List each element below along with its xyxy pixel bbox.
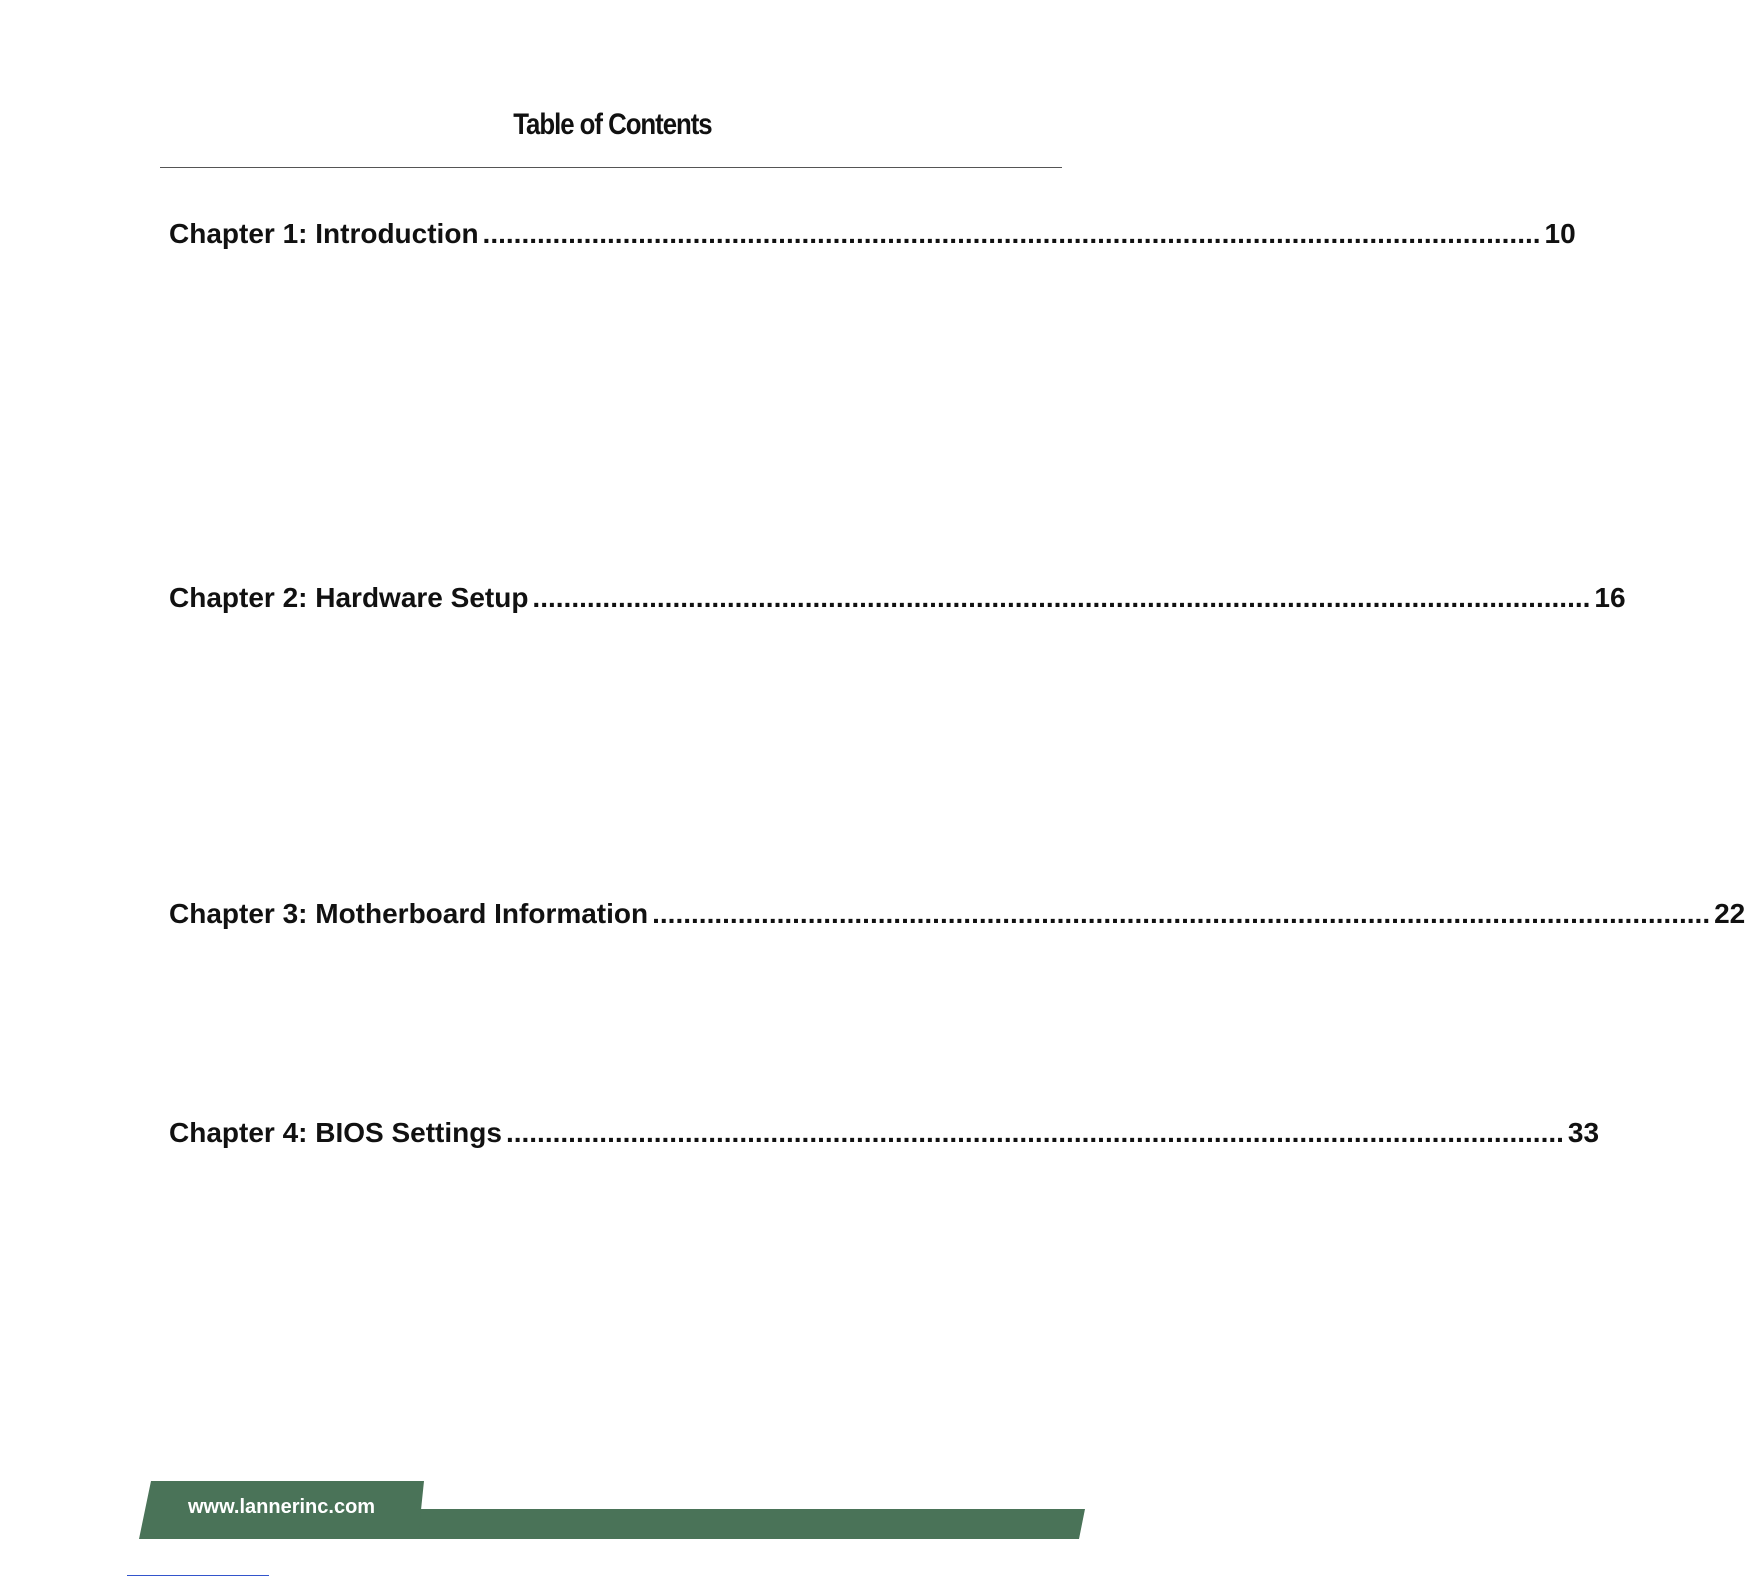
- toc-entry-chapter-1[interactable]: [169, 218, 1576, 250]
- toc-entry-label: Chapter 3: Motherboard Information: [169, 898, 649, 929]
- toc-leader-dots: ........................................................................................................................................: [482, 218, 1541, 249]
- title-divider: [160, 167, 1062, 168]
- page-title: Table of Contents: [513, 108, 712, 141]
- toc-entry-label: Chapter 4: BIOS Settings: [169, 1117, 502, 1148]
- toc-entry-chapter-2[interactable]: [169, 582, 1626, 614]
- toc-leader-dots: ........................................................................................................................................: [505, 1117, 1564, 1148]
- toc-page-number: 10: [1544, 218, 1576, 249]
- toc-leader-dots: ........................................................................................................................................: [532, 582, 1591, 613]
- footnote-separator: [127, 1575, 269, 1576]
- toc-entry-chapter-4[interactable]: [169, 1117, 1600, 1149]
- toc-page-number: 22: [1714, 898, 1745, 929]
- toc-entry-label: Chapter 1: Introduction: [169, 218, 479, 249]
- toc-page-number: 33: [1567, 1117, 1600, 1148]
- toc-entry-label: Chapter 2: Hardware Setup: [169, 582, 529, 613]
- footer-website-link[interactable]: www.lannerinc.com: [188, 1496, 376, 1518]
- toc-entry-chapter-3[interactable]: [169, 898, 1745, 930]
- toc-leader-dots: ........................................................................................................................................: [652, 898, 1711, 929]
- footer-band: [400, 1509, 1085, 1539]
- toc-page-number: 16: [1594, 582, 1626, 613]
